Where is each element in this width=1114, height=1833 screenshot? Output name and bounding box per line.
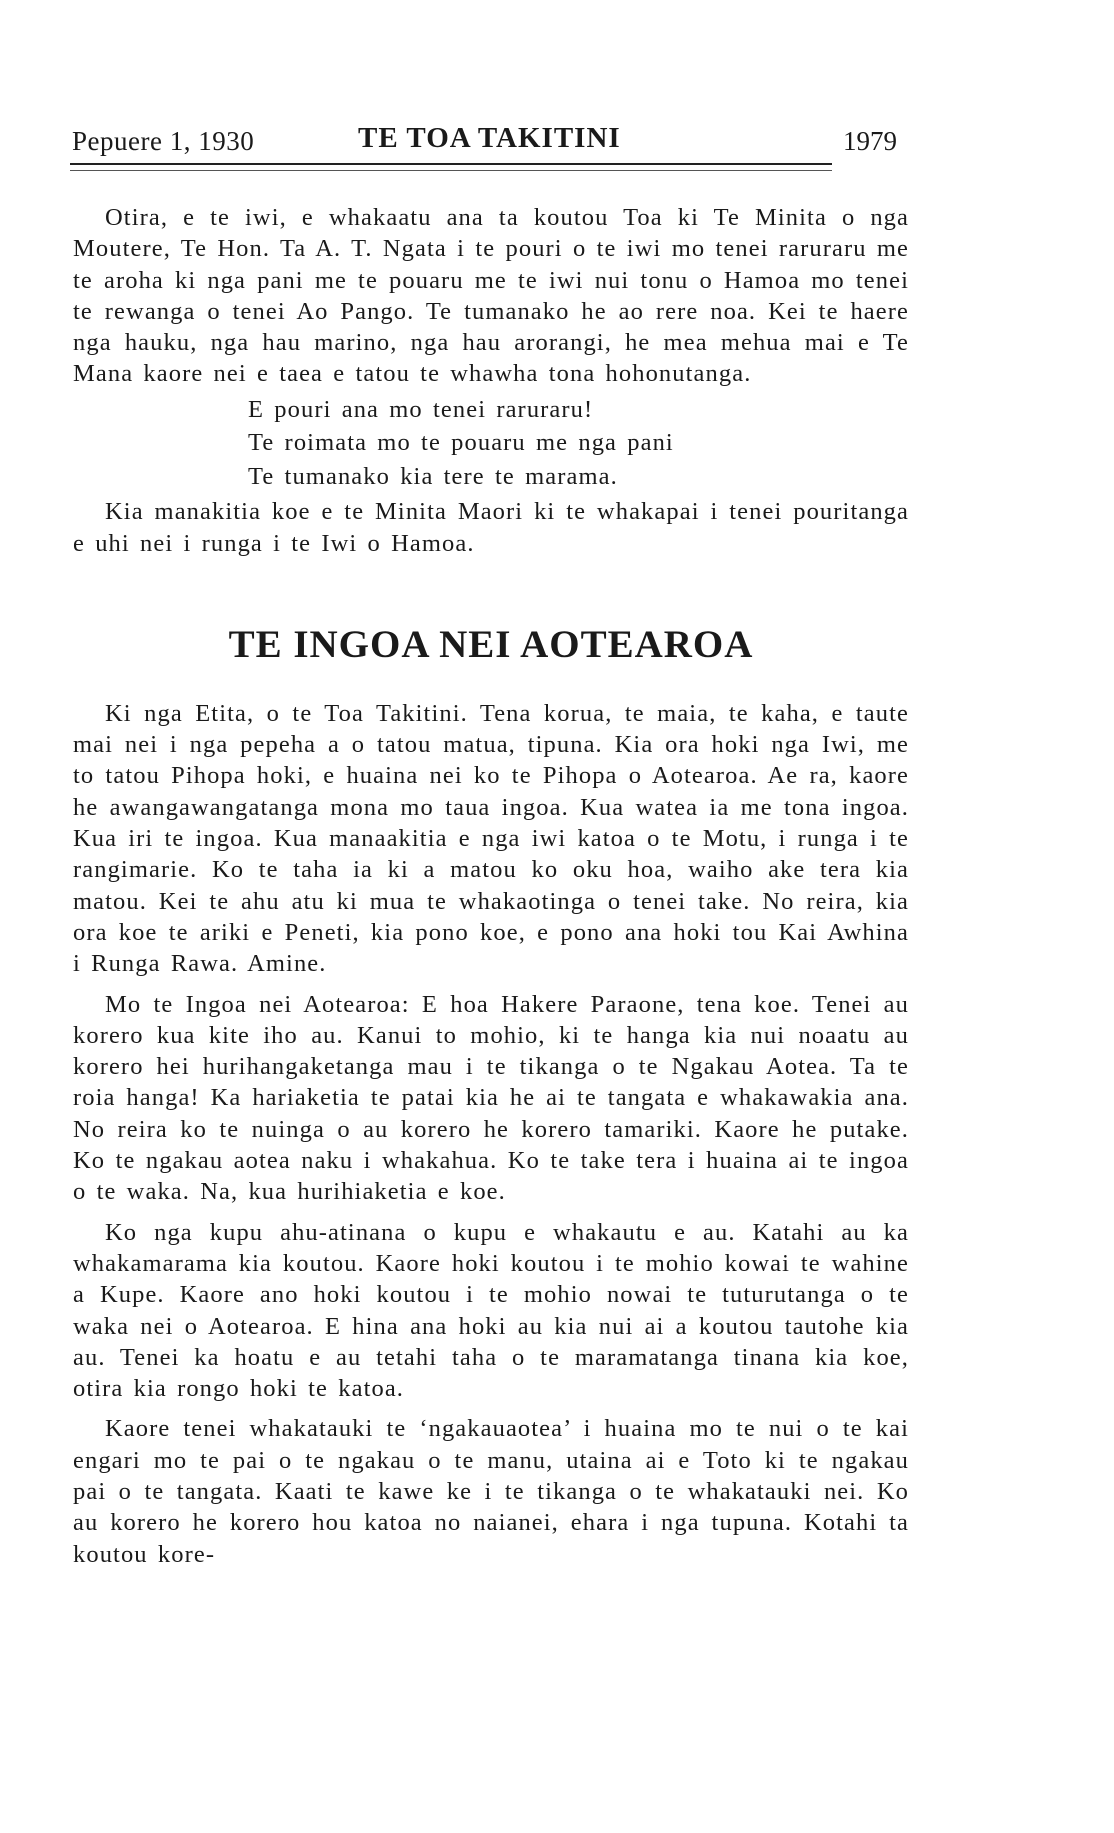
body-paragraph: Ko nga kupu ahu-atinana o kupu e whakautu e au. Katahi au ka whakamarama kia koutou. Kaore hoki koutou i te mohio kowai te wahine a Kupe. Kaore ano hoki koutou i te mohio nowai te tuturutanga o te waka nei o Aotearoa. E hina ana hoki au kia nui ai a koutou tautohe kia au. Tenei ka hoatu e au tetahi taha o te maramatanga tinana kia koe, otira kia rongo hoki te katoa. (73, 1218, 909, 1403)
article-content (73, 202, 909, 1570)
header-page-number: 1979 (843, 126, 897, 156)
article-title: TE INGOA NEI AOTEAROA (228, 622, 754, 666)
page-header (70, 122, 905, 164)
header-date: Pepuere 1, 1930 (72, 126, 255, 156)
verse-block (73, 393, 909, 494)
header-rule-thin (70, 170, 832, 171)
closing-paragraph: Kia manakitia koe e te Minita Maori ki te whakapai i tenei pouritanga e uhi nei i runga i te Iwi o Hamoa. (73, 498, 909, 557)
body-paragraph: Mo te Ingoa nei Aotearoa: E hoa Hakere Paraone, tena koe. Tenei au korero kua kite iho au. Kanui to mohio, ki te hanga kia nui noaatu au korero hei hurihangaketanga mau i te tikanga o te Ngakau Aotea. Ta te roia hanga! Ka hariaketia te patai kia he ai te tangata e whakawakia ana. No reira ko te nuinga o au korero he korero tamariki. Kaore he putake. Ko te ngakau aotea naku i whakahua. Ko te take tera i huaina ai te ingoa o te waka. Na, kua hurihiaketia e koe. (73, 990, 909, 1206)
verse-line: Te roimata mo te pouaru me nga pani (248, 429, 674, 457)
body-paragraph: Kaore tenei whakatauki te ‘ngakauaotea’ i huaina mo te nui o te kai engari mo te pai o te ngakau o te manu, utaina ai e Toto ki te ngakau pai o te tangata. Kaati te kawe ke i te tikanga o te whakatauki nei. Ko au korero he korero hou katoa no naianei, ehara i nga tupuna. Kotahi ta koutou kore- (73, 1415, 909, 1568)
header-publication-title: TE TOA TAKITINI (358, 122, 621, 154)
intro-paragraph: Otira, e te iwi, e whakaatu ana ta koutou Toa ki Te Minita o nga Moutere, Te Hon. Ta A. T. Ngata i te pouri o te iwi mo tenei raruraru me te aroha ki nga pani me te pouaru me te iwi nui tonu o Hamoa mo tenei te rewanga o tenei Ao Pango. Te tumanako he ao rere noa. Kei te haere nga hauku, nga hau marino, nga hau arorangi, he mea mehua mai e Te Mana kaore nei e taea e tatou te whawha tona hohonutanga. (73, 204, 909, 388)
body-paragraph: Ki nga Etita, o te Toa Takitini. Tena korua, te maia, te kaha, e taute mai nei i nga pepeha a o tatou matua, tipuna. Kia ora hoki nga Iwi, me to tatou Pihopa hoki, e huaina nei ko te Pihopa o Aotearoa. Ae ra, kaore he awangawangatanga mona mo taua ingoa. Kua watea ia me tona ingoa. Kua iri te ingoa. Kua manaakitia e nga iwi katoa o te Motu, i runga i te rangimarie. Ko te taha ia ki a matou ko oku hoa, waiho ake tera kia matou. Kei te ahu atu ki mua te whakaotinga o tenei take. No reira, kia ora koe te ariki e Peneti, kia pono koe, e pono ana hoki tou Kai Awhina i Runga Rawa. Amine. (73, 699, 909, 978)
verse-line: Te tumanako kia tere te marama. (248, 462, 618, 490)
verse-line: E pouri ana mo tenei raruraru! (248, 395, 594, 423)
header-rule-thick (70, 163, 832, 165)
